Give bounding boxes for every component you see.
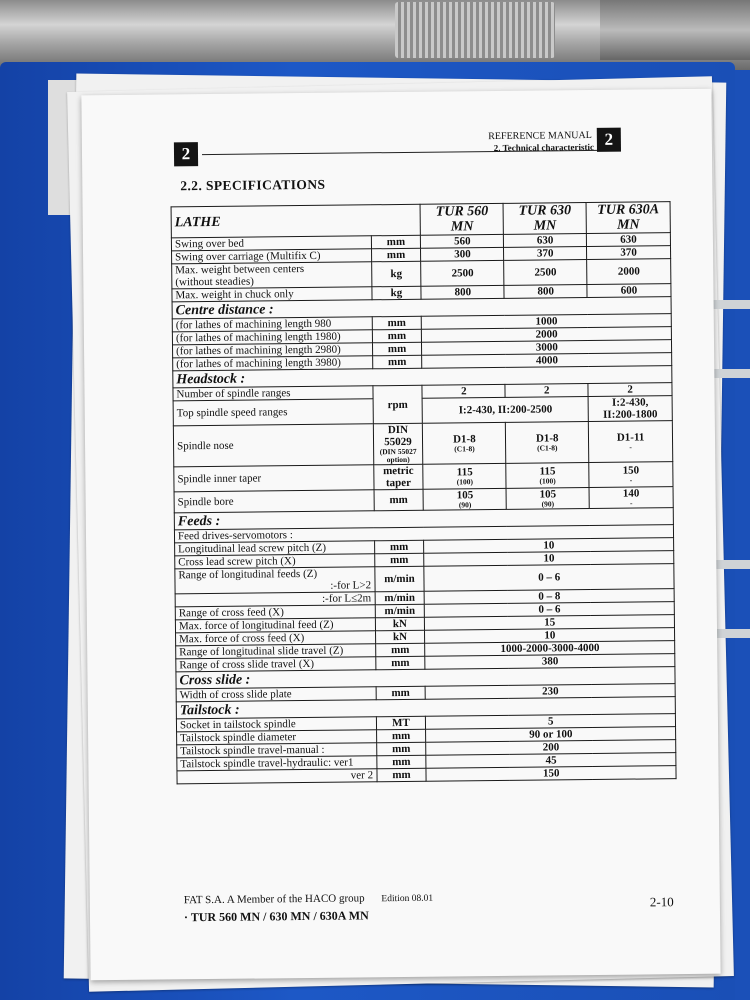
cell-value: 0 – 6 <box>425 602 675 618</box>
threaded-shaft <box>395 2 555 58</box>
cell-value <box>506 422 589 464</box>
value-main: 140 <box>622 487 640 500</box>
value-alt: - <box>629 498 633 508</box>
row-unit: mm <box>374 540 424 554</box>
centre-distance-title: Centre distance : <box>172 297 671 319</box>
row-label-line: Range of longitudinal slide travel (Z) <box>179 644 344 659</box>
value-alt: (C1-8) <box>537 443 558 453</box>
value-alt: - <box>629 442 632 452</box>
cell-value: 3000 <box>422 340 672 356</box>
model-heading: TUR 560 MN <box>421 203 504 235</box>
company-member: A Member of the HACO group <box>226 892 365 906</box>
section-title: 2.2. SPECIFICATIONS <box>180 176 326 194</box>
row-unit: mm <box>371 248 421 262</box>
cell-value: 2500 <box>421 260 504 286</box>
cell-value: 230 <box>426 684 676 700</box>
cell-value <box>589 487 673 509</box>
cell-value: 1000 <box>422 314 672 330</box>
centre-distance-rows <box>172 314 672 371</box>
row-label-line: :-for L≤2m <box>322 592 372 605</box>
cell-value: 630 <box>504 234 587 248</box>
row-label <box>175 567 375 594</box>
row-unit: rpm <box>372 385 422 424</box>
cell-value: 0 – 6 <box>424 564 674 592</box>
cell-value: 2 <box>422 384 505 398</box>
row-label-line: :-for L>2 <box>330 579 372 592</box>
cell-value <box>506 488 589 510</box>
row-unit <box>373 464 423 490</box>
cell-value: 370 <box>587 246 671 260</box>
cell-value: 370 <box>504 247 587 261</box>
cell-value: 10 <box>424 551 674 567</box>
specifications-table <box>171 201 677 784</box>
lathe-label: LATHE <box>171 204 421 238</box>
row-unit: mm <box>372 355 422 369</box>
row-label-line: (for lathes of machining length 2980) <box>176 343 341 358</box>
chapter-number-right: 2 <box>597 128 621 152</box>
machine-block <box>600 0 750 60</box>
row-label-line: Range of cross feed (X) <box>178 606 284 620</box>
cell-value <box>588 421 672 463</box>
value-main: 105 <box>539 488 557 501</box>
row-label: Spindle inner taper <box>174 465 374 492</box>
cell-value <box>423 488 506 510</box>
model-heading: TUR 630 MN <box>503 203 586 235</box>
value-main: 105 <box>456 489 474 502</box>
company-name: FAT S.A. <box>183 893 225 907</box>
cell-value: 150 <box>426 766 676 782</box>
value-alt: (90) <box>541 499 555 509</box>
row-unit: mm <box>375 656 425 670</box>
row-label-line: ver 2 <box>350 769 374 782</box>
row-label-line: Tailstock spindle travel-hydraulic: ver1 <box>180 756 354 771</box>
row-label-line: Socket in tailstock spindle <box>179 718 296 732</box>
cell-value: 200 <box>426 740 676 756</box>
row-label-line: Width of cross slide plate <box>179 688 292 702</box>
cell-value: 2000 <box>587 259 671 285</box>
cross-slide-title: Cross slide : <box>176 667 675 689</box>
cell-value: 90 or 100 <box>426 727 676 743</box>
table-row <box>173 421 672 467</box>
row-label-line: Max. weight in chuck only <box>175 288 294 302</box>
tailstock-title: Tailstock : <box>176 697 675 719</box>
value-alt: (100) <box>456 477 473 487</box>
footer-models: · TUR 560 MN / 630 MN / 630A MN <box>183 908 369 925</box>
row-label-line: Max. force of cross feed (X) <box>179 632 305 646</box>
row-unit: kN <box>375 630 425 644</box>
row-unit: mm <box>372 329 422 343</box>
row-label: Feed drives-servomotors : <box>174 525 673 543</box>
value-main: D1-8 <box>453 433 476 446</box>
cell-value: 2 <box>588 383 672 397</box>
value-main: D1-11 <box>616 431 645 444</box>
cell-value: 2 <box>505 384 588 398</box>
cell-value: 5 <box>426 714 676 730</box>
cell-value <box>588 396 672 422</box>
row-unit <box>373 423 423 465</box>
row-unit: mm <box>372 342 422 356</box>
unit-note: option) <box>386 454 410 465</box>
row-label: Spindle nose <box>173 424 373 467</box>
cell-value: 10 <box>424 538 674 554</box>
row-unit: mm <box>376 686 426 700</box>
cell-value: 380 <box>425 654 675 670</box>
cell-value <box>589 462 673 488</box>
lathe-rows <box>171 233 671 302</box>
row-unit: mm <box>371 235 421 249</box>
cell-value: 600 <box>587 284 671 298</box>
value-alt: (90) <box>458 500 472 510</box>
model-heading: TUR 630A MN <box>586 202 670 234</box>
row-label-line: Swing over bed <box>174 237 245 251</box>
speed-range-1: I:2-430, <box>611 396 649 409</box>
row-unit: MT <box>376 716 426 730</box>
row-unit: kg <box>371 261 421 287</box>
row-label: Spindle bore <box>174 490 374 513</box>
cell-value <box>423 422 506 464</box>
row-unit: kN <box>375 617 425 631</box>
edition: Edition 08.01 <box>381 893 434 905</box>
row-label-line: Tailstock spindle travel-manual : <box>180 743 325 758</box>
row-label-line: Longitudinal lead screw pitch (Z) <box>178 541 327 556</box>
row-label-line: Range of cross slide travel (X) <box>179 657 315 672</box>
specification-page <box>81 89 720 981</box>
lathe-machine-background <box>0 0 750 70</box>
value-main: 115 <box>456 466 473 479</box>
row-label-line: (for lathes of machining length 980 <box>175 317 332 332</box>
row-label-line: Tailstock spindle diameter <box>180 731 297 745</box>
row-label <box>172 262 372 289</box>
cell-value: 2500 <box>504 260 587 286</box>
row-label <box>177 769 377 784</box>
row-unit: mm <box>376 729 426 743</box>
row-unit: mm <box>374 553 424 567</box>
row-unit: mm <box>375 643 425 657</box>
row-unit: mm <box>376 742 426 756</box>
value-main: D1-8 <box>535 432 559 445</box>
row-unit: mm <box>376 768 426 782</box>
cell-value: I:2-430, II:200-2500 <box>423 397 589 424</box>
cell-value: 560 <box>421 234 504 248</box>
unit-line: taper <box>385 476 412 490</box>
cell-value <box>423 463 506 489</box>
footer-publisher <box>184 892 433 907</box>
value-alt: - <box>629 475 633 485</box>
cell-value <box>506 463 589 489</box>
row-label-line: Cross lead screw pitch (X) <box>178 555 296 569</box>
feeds-rows <box>175 538 675 672</box>
row-label-line: Max. weight between centers <box>175 263 305 277</box>
row-label: Top spindle speed ranges <box>173 399 373 426</box>
feeds-title: Feeds : <box>174 508 673 530</box>
cell-value: 45 <box>426 753 676 769</box>
cell-value: 0 – 8 <box>425 589 675 605</box>
cell-value: 630 <box>586 233 670 247</box>
manual-title: REFERENCE MANUAL <box>488 129 592 143</box>
row-label-line: Swing over carriage (Multifix C) <box>175 249 321 264</box>
row-label-line: (for lathes of machining length 3980) <box>176 356 341 371</box>
cell-value: 300 <box>421 247 504 261</box>
cell-value: 4000 <box>422 353 672 369</box>
row-unit: mm <box>374 489 424 511</box>
row-unit: mm <box>376 755 426 769</box>
value-main: 150 <box>622 464 640 477</box>
row-unit: mm <box>372 316 422 330</box>
cell-value: 10 <box>425 628 675 644</box>
cell-value: 2000 <box>422 327 672 343</box>
value-alt: (C1-8) <box>454 444 475 454</box>
row-label: Number of spindle ranges <box>173 386 373 401</box>
unit-line: metric <box>382 464 414 478</box>
cell-value: 800 <box>504 285 587 299</box>
speed-range-2: II:200-1800 <box>603 408 658 421</box>
row-unit: kg <box>371 286 421 300</box>
value-alt: (100) <box>539 476 556 486</box>
row-label-line: Range of longitudinal feeds (Z) <box>178 567 318 582</box>
chapter-title: 2. Technical characteristic <box>493 141 595 154</box>
page-number: 2-10 <box>649 894 674 910</box>
row-unit: m/min <box>375 604 425 618</box>
cell-value: 1000-2000-3000-4000 <box>425 641 675 657</box>
unit-line: 55029 <box>384 435 412 449</box>
row-label-line: (for lathes of machining length 1980) <box>175 330 341 345</box>
cell-value: 15 <box>425 615 675 631</box>
unit-line: DIN <box>387 423 409 437</box>
row-unit: m/min <box>375 591 425 605</box>
chapter-number-left: 2 <box>174 142 198 166</box>
headstock-title: Headstock : <box>173 366 672 388</box>
row-label-line: (without steadies) <box>175 275 254 289</box>
value-main: 115 <box>539 465 556 478</box>
tailstock-rows <box>176 714 676 784</box>
row-label-line: Max. force of longitudinal feed (Z) <box>178 618 334 633</box>
unit-note: (DIN 55027 <box>379 446 417 457</box>
cell-value: 800 <box>421 285 504 299</box>
row-unit: m/min <box>374 566 424 592</box>
